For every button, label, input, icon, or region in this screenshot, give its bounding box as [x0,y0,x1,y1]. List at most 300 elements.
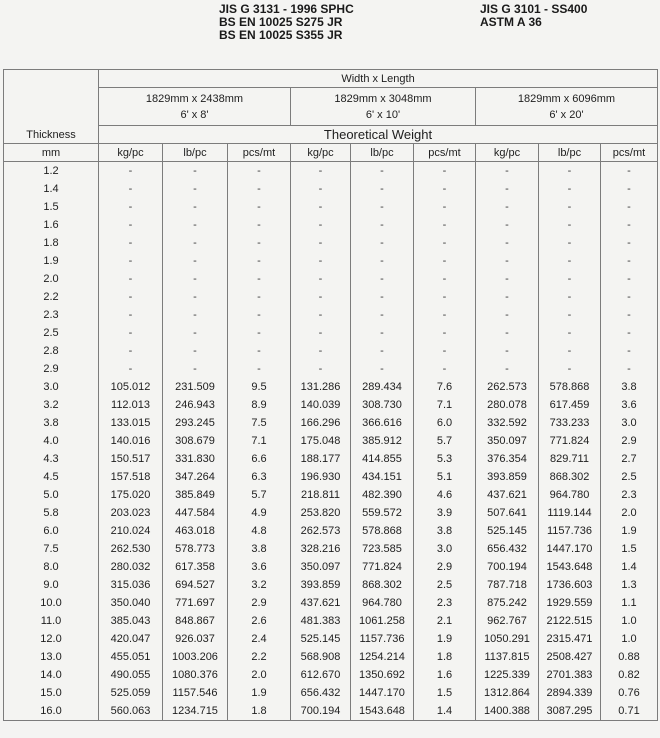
standard-line: BS EN 10025 S275 JR [219,15,343,29]
value-cell: 332.592 [476,414,539,432]
unit-header: kg/pc [476,144,539,162]
standards-right [480,3,587,29]
value-cell: - [99,198,163,216]
value-cell: - [228,234,291,252]
value-cell: 2.9 [414,558,476,576]
value-cell: - [163,180,228,198]
value-cell: 2.3 [414,594,476,612]
value-cell: 7.1 [414,396,476,414]
table-row [4,540,658,558]
value-cell: 437.621 [291,594,351,612]
value-cell: 131.286 [291,378,351,396]
value-cell: - [539,324,601,342]
value-cell: - [351,198,414,216]
value-cell: - [601,288,658,306]
value-cell: 231.509 [163,378,228,396]
size-header-2 [291,88,476,126]
table-row [4,378,658,396]
thickness-cell: 4.3 [4,450,99,468]
value-cell: - [476,342,539,360]
table-row [4,252,658,270]
value-cell: 150.517 [99,450,163,468]
value-cell: 1.5 [414,684,476,702]
table-row [4,468,658,486]
thickness-cell: 1.5 [4,198,99,216]
value-cell: 393.859 [476,468,539,486]
value-cell: 7.6 [414,378,476,396]
value-cell: 2.9 [228,594,291,612]
value-cell: 1254.214 [351,648,414,666]
value-cell: 385.912 [351,432,414,450]
value-cell: - [163,198,228,216]
value-cell: 1447.170 [351,684,414,702]
value-cell: 2.1 [414,612,476,630]
table-row [4,612,658,630]
value-cell: - [414,198,476,216]
value-cell: 2894.339 [539,684,601,702]
value-cell: 2.9 [601,432,658,450]
value-cell: 2315.471 [539,630,601,648]
value-cell: 829.711 [539,450,601,468]
table-row [4,414,658,432]
value-cell: 0.82 [601,666,658,684]
value-cell: - [476,234,539,252]
value-cell: - [476,198,539,216]
table-row [4,702,658,721]
standards-left [219,3,354,42]
value-cell: - [476,288,539,306]
value-cell: 1.6 [414,666,476,684]
theoretical-weight-header: Theoretical Weight [99,126,658,144]
table-row [4,522,658,540]
value-cell: 463.018 [163,522,228,540]
value-cell: - [291,234,351,252]
value-cell: 656.432 [291,684,351,702]
value-cell: - [601,216,658,234]
value-cell: - [99,270,163,288]
value-cell: - [414,216,476,234]
value-cell: - [291,198,351,216]
value-cell: - [99,342,163,360]
value-cell: 166.296 [291,414,351,432]
value-cell: - [601,198,658,216]
table-row [4,558,658,576]
table-row [4,630,658,648]
value-cell: 3.8 [228,540,291,558]
value-cell: 578.773 [163,540,228,558]
value-cell: 1157.546 [163,684,228,702]
value-cell: 875.242 [476,594,539,612]
value-cell: - [414,360,476,378]
value-cell: - [291,306,351,324]
unit-header: pcs/mt [228,144,291,162]
value-cell: - [351,324,414,342]
value-cell: 105.012 [99,378,163,396]
table-row [4,324,658,342]
value-cell: 112.013 [99,396,163,414]
value-cell: 315.036 [99,576,163,594]
value-cell: 1.9 [601,522,658,540]
value-cell: 3.9 [414,504,476,522]
value-cell: 771.697 [163,594,228,612]
value-cell: 3.8 [414,522,476,540]
value-cell: - [414,234,476,252]
value-cell: 1119.144 [539,504,601,522]
value-cell: 1736.603 [539,576,601,594]
value-cell: - [228,198,291,216]
value-cell: - [163,342,228,360]
value-cell: 1.0 [601,612,658,630]
value-cell: 293.245 [163,414,228,432]
value-cell: - [291,216,351,234]
value-cell: 9.5 [228,378,291,396]
value-cell: - [539,270,601,288]
value-cell: 1003.206 [163,648,228,666]
value-cell: 482.390 [351,486,414,504]
unit-header: pcs/mt [414,144,476,162]
value-cell: 5.7 [414,432,476,450]
value-cell: - [601,252,658,270]
value-cell: 723.585 [351,540,414,558]
thickness-cell: 6.0 [4,522,99,540]
unit-header: lb/pc [351,144,414,162]
value-cell: 771.824 [351,558,414,576]
value-cell: 308.730 [351,396,414,414]
value-cell: 6.6 [228,450,291,468]
value-cell: - [291,288,351,306]
value-cell: - [291,270,351,288]
table-row [4,270,658,288]
value-cell: 656.432 [476,540,539,558]
standard-line: BS EN 10025 S355 JR [219,28,343,42]
value-cell: - [539,288,601,306]
value-cell: 262.573 [291,522,351,540]
value-cell: 188.177 [291,450,351,468]
value-cell: 175.020 [99,486,163,504]
value-cell: - [351,360,414,378]
size-header-3 [476,88,658,126]
value-cell: 2.3 [601,486,658,504]
value-cell: 1447.170 [539,540,601,558]
value-cell: 280.078 [476,396,539,414]
value-cell: - [163,270,228,288]
value-cell: 848.867 [163,612,228,630]
value-cell: 3.6 [601,396,658,414]
value-cell: - [351,252,414,270]
value-cell: 2.0 [601,504,658,522]
thickness-cell: 13.0 [4,648,99,666]
value-cell: 157.518 [99,468,163,486]
value-cell: 434.151 [351,468,414,486]
value-cell: 1543.648 [351,702,414,721]
value-cell: 525.059 [99,684,163,702]
value-cell: 1157.736 [351,630,414,648]
size-imperial: 6' x 20' [549,108,584,121]
value-cell: 331.830 [163,450,228,468]
value-cell: 289.434 [351,378,414,396]
value-cell: - [601,180,658,198]
value-cell: 5.3 [414,450,476,468]
value-cell: 2122.515 [539,612,601,630]
value-cell: 4.9 [228,504,291,522]
value-cell: - [414,324,476,342]
value-cell: 3087.295 [539,702,601,721]
value-cell: 7.5 [228,414,291,432]
value-cell: - [163,216,228,234]
value-cell: 868.302 [351,576,414,594]
unit-header: lb/pc [539,144,601,162]
value-cell: - [539,342,601,360]
value-cell: 262.530 [99,540,163,558]
value-cell: - [99,288,163,306]
table-row [4,288,658,306]
thickness-cell: 1.6 [4,216,99,234]
thickness-unit: mm [4,144,99,162]
value-cell: 5.1 [414,468,476,486]
thickness-cell: 3.8 [4,414,99,432]
value-cell: - [539,162,601,181]
value-cell: 1.5 [601,540,658,558]
value-cell: 4.8 [228,522,291,540]
value-cell: 385.043 [99,612,163,630]
standard-line: JIS G 3101 - SS400 [480,2,588,16]
thickness-cell: 16.0 [4,702,99,721]
table-row [4,450,658,468]
value-cell: 1.3 [601,576,658,594]
value-cell: 7.1 [228,432,291,450]
value-cell: 2.5 [414,576,476,594]
size-header-1 [99,88,291,126]
value-cell: 253.820 [291,504,351,522]
value-cell: - [414,180,476,198]
thickness-cell: 5.0 [4,486,99,504]
thickness-cell: 12.0 [4,630,99,648]
value-cell: - [351,216,414,234]
value-cell: 246.943 [163,396,228,414]
value-cell: 196.930 [291,468,351,486]
thickness-cell: 2.8 [4,342,99,360]
value-cell: 617.358 [163,558,228,576]
value-cell: 280.032 [99,558,163,576]
value-cell: 964.780 [539,486,601,504]
thickness-cell: 2.5 [4,324,99,342]
value-cell: - [228,324,291,342]
thickness-cell: 4.5 [4,468,99,486]
value-cell: 733.233 [539,414,601,432]
thickness-cell: 10.0 [4,594,99,612]
thickness-cell: 1.9 [4,252,99,270]
value-cell: 1350.692 [351,666,414,684]
value-cell: - [99,306,163,324]
thickness-cell: 5.8 [4,504,99,522]
thickness-header: Thickness [4,70,99,144]
value-cell: 350.040 [99,594,163,612]
value-cell: 560.063 [99,702,163,721]
value-cell: - [476,306,539,324]
value-cell: 507.641 [476,504,539,522]
value-cell: 140.016 [99,432,163,450]
thickness-cell: 1.8 [4,234,99,252]
value-cell: - [414,306,476,324]
value-cell: - [539,252,601,270]
value-cell: 1.9 [228,684,291,702]
value-cell: 1.4 [601,558,658,576]
value-cell: 420.047 [99,630,163,648]
value-cell: - [476,252,539,270]
thickness-cell: 7.5 [4,540,99,558]
value-cell: 700.194 [476,558,539,576]
value-cell: - [476,216,539,234]
value-cell: 771.824 [539,432,601,450]
table-row [4,648,658,666]
value-cell: 1.9 [414,630,476,648]
value-cell: 308.679 [163,432,228,450]
value-cell: - [601,342,658,360]
thickness-cell: 14.0 [4,666,99,684]
value-cell: - [228,162,291,181]
value-cell: - [291,252,351,270]
size-imperial: 6' x 8' [180,108,209,121]
thickness-cell: 11.0 [4,612,99,630]
value-cell: - [99,216,163,234]
value-cell: - [351,270,414,288]
value-cell: 617.459 [539,396,601,414]
value-cell: 1080.376 [163,666,228,684]
thickness-cell: 2.9 [4,360,99,378]
value-cell: 2.5 [601,468,658,486]
value-cell: - [99,162,163,181]
table-row [4,342,658,360]
thickness-cell: 8.0 [4,558,99,576]
value-cell: 578.868 [539,378,601,396]
value-cell: 1.1 [601,594,658,612]
value-cell: 350.097 [476,432,539,450]
weight-table [3,69,658,721]
value-cell: - [99,180,163,198]
value-cell: - [291,324,351,342]
value-cell: 868.302 [539,468,601,486]
value-cell: - [601,306,658,324]
width-length-header: Width x Length [99,70,658,88]
value-cell: 3.8 [601,378,658,396]
value-cell: 1.0 [601,630,658,648]
value-cell: 568.908 [291,648,351,666]
value-cell: - [228,252,291,270]
thickness-cell: 2.2 [4,288,99,306]
value-cell: - [351,306,414,324]
value-cell: 1.4 [414,702,476,721]
value-cell: - [601,324,658,342]
thickness-cell: 2.3 [4,306,99,324]
value-cell: - [476,270,539,288]
value-cell: - [228,270,291,288]
unit-header: pcs/mt [601,144,658,162]
value-cell: 525.145 [476,522,539,540]
value-cell: 926.037 [163,630,228,648]
value-cell: 175.048 [291,432,351,450]
value-cell: - [99,324,163,342]
value-cell: - [291,162,351,181]
size-metric: 1829mm x 6096mm [517,92,616,105]
value-cell: 366.616 [351,414,414,432]
table-row [4,396,658,414]
value-cell: 385.849 [163,486,228,504]
value-cell: - [476,180,539,198]
standard-line: JIS G 3131 - 1996 SPHC [219,2,354,16]
value-cell: 140.039 [291,396,351,414]
unit-header: kg/pc [99,144,163,162]
value-cell: 0.71 [601,702,658,721]
table-row [4,504,658,522]
value-cell: - [228,306,291,324]
value-cell: 0.88 [601,648,658,666]
table-row [4,360,658,378]
value-cell: - [228,288,291,306]
value-cell: 612.670 [291,666,351,684]
value-cell: - [99,252,163,270]
thickness-cell: 2.0 [4,270,99,288]
thickness-cell: 1.2 [4,162,99,181]
value-cell: 376.354 [476,450,539,468]
value-cell: - [99,360,163,378]
table-row [4,684,658,702]
size-metric: 1829mm x 2438mm [145,92,244,105]
value-cell: 347.264 [163,468,228,486]
value-cell: - [476,324,539,342]
thickness-cell: 3.2 [4,396,99,414]
value-cell: - [351,288,414,306]
value-cell: - [163,288,228,306]
table-row [4,666,658,684]
value-cell: 559.572 [351,504,414,522]
table-row [4,486,658,504]
value-cell: 210.024 [99,522,163,540]
value-cell: - [228,180,291,198]
value-cell: - [163,252,228,270]
value-cell: - [539,198,601,216]
value-cell: - [163,306,228,324]
standard-line: ASTM A 36 [480,15,542,29]
value-cell: 1400.388 [476,702,539,721]
table-row [4,198,658,216]
value-cell: 3.0 [414,540,476,558]
table-row [4,576,658,594]
value-cell: 6.0 [414,414,476,432]
table-row [4,216,658,234]
value-cell: 437.621 [476,486,539,504]
value-cell: 1050.291 [476,630,539,648]
value-cell: - [351,162,414,181]
value-cell: 1137.815 [476,648,539,666]
value-cell: 3.0 [601,414,658,432]
thickness-cell: 15.0 [4,684,99,702]
table-row [4,180,658,198]
value-cell: - [351,342,414,360]
value-cell: 525.145 [291,630,351,648]
value-cell: 218.811 [291,486,351,504]
value-cell: 455.051 [99,648,163,666]
value-cell: - [476,360,539,378]
value-cell: 1.8 [228,702,291,721]
value-cell: 964.780 [351,594,414,612]
value-cell: 8.9 [228,396,291,414]
value-cell: 694.527 [163,576,228,594]
value-cell: - [351,234,414,252]
value-cell: 414.855 [351,450,414,468]
value-cell: - [539,216,601,234]
value-cell: - [476,162,539,181]
value-cell: 4.6 [414,486,476,504]
